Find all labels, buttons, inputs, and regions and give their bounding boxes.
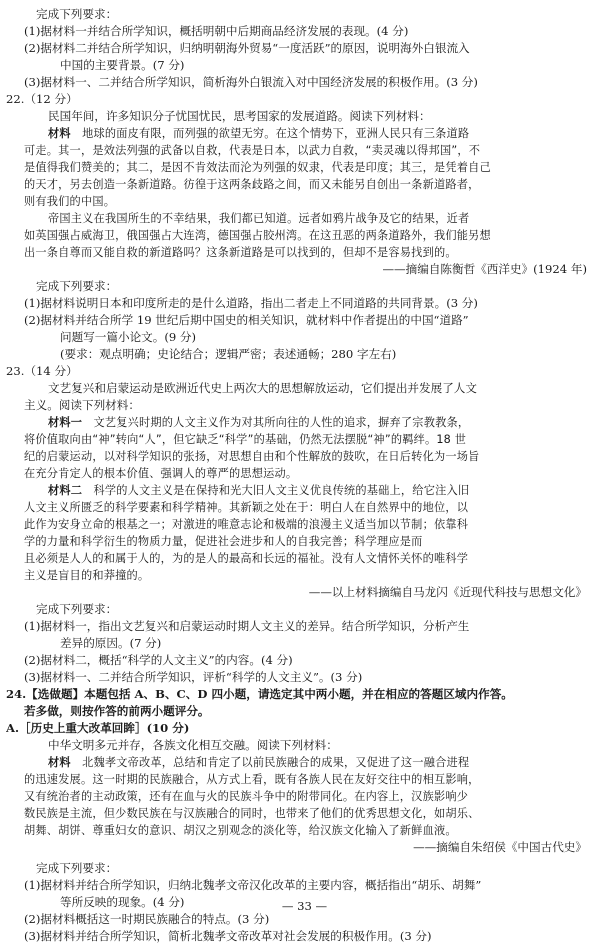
material-line: 人文主义所匮乏的科学要素和科学精神。其新颖之处在于：明白人在自然界中的地位，以: [24, 501, 469, 514]
question-intro: 文艺复兴和启蒙运动是欧洲近代史上两次大的思想解放运动，它们提出并发展了人文: [48, 381, 477, 395]
requirement-2: (2)据材料并结合所学 19 世纪后期中国史的相关知识，就材料中作者提出的中国“道路”: [24, 313, 469, 327]
material-line: 将价值取向由“神”转向“人”，但它缺乏“科学”的基础，仍然无法摆脱“神”的羁绊。18 世: [24, 433, 467, 446]
material-source: ——摘编自陈衡哲《西洋史》(1924 年): [382, 262, 587, 276]
question-22: [6, 91, 595, 363]
material-label: 材料: [48, 127, 71, 140]
material-label: 材料一: [48, 416, 83, 429]
material-line: 则有我们的中国。: [24, 195, 116, 208]
question-23: [6, 363, 595, 686]
material-line: 的天才，另去创造一条新道路。彷徨于这两条歧路之间，而又未能另自创出一条新道路者，: [24, 178, 480, 191]
requirement-2: (2)据材料概括这一时期民族融合的特点。(3 分): [24, 912, 270, 926]
material-line: 是值得我们赞美的；其二，是因不肯效法而沦为列强的奴隶，代表是印度；其三，是凭着自己: [24, 161, 491, 174]
question-intro: 民国年间，许多知识分子忧国忧民，思考国家的发展道路。阅读下列材料：: [48, 109, 431, 123]
material-paragraph: [24, 125, 595, 142]
material-line: 出一条自尊而又能自救的新道路吗？这条新道路是可以找到的，但却不是容易找到的。: [24, 246, 457, 259]
material-text: 文艺复兴时期的人文主义作为对其所向往的人性的追求，摒弃了宗教教条，: [93, 416, 470, 429]
requirement-2-cont: 问题写一篇小论文。(9 分): [60, 330, 197, 344]
q21-requirements: [24, 6, 595, 91]
material-text: 地球的面皮有限，而列强的欲望无穷。在这个情势下，亚洲人民只有三条道路: [82, 127, 470, 140]
requirement-2: (2)据材料二，概括“科学的人文主义”的内容。(4 分): [24, 653, 293, 667]
material-line: 数民族是主流，但少数民族在与汉族融合的同时，也带来了他们的优秀思想文化，如胡乐、: [24, 807, 480, 820]
requirement-2-cont: 中国的主要背景。(7 分): [60, 58, 185, 72]
question-header-cont: 若多做，则按作答的前两小题评分。: [24, 704, 210, 718]
requirement-3: (3)据材料并结合所学知识，简析北魏孝文帝改革对社会发展的积极作用。(3 分): [24, 929, 432, 943]
material-line: 在充分肯定人的根本价值、强调人的尊严的思想运动。: [24, 467, 298, 480]
material-text: 北魏孝文帝改革，总结和肯定了以前民族融合的成果，又促进了这一融合进程: [82, 756, 470, 769]
requirement-2-note: (要求：观点明确；史论结合；逻辑严密；表述通畅；280 字左右): [60, 347, 397, 361]
requirement-1-cont: 差异的原因。(7 分): [60, 636, 162, 650]
material-line: 此作为安身立命的根基之一；对激进的唯意志论和极端的浪漫主义适当加以节制；依靠科: [24, 518, 469, 531]
material-line: 且必须是人人的和属于人的，为的是人的最高和长远的福祉。没有人文情怀关怀的唯科学: [24, 552, 469, 565]
page-number: — 33 —: [281, 899, 328, 913]
material-line: 主义是盲目的和莽撞的。: [24, 569, 150, 582]
material-paragraph: [24, 754, 595, 771]
material-label: 材料: [48, 756, 71, 769]
material-label: 材料二: [48, 484, 83, 497]
requirement-2: (2)据材料二并结合所学知识，归纳明朝海外贸易“一度活跃”的原因，说明海外白银流入: [24, 41, 470, 55]
requirements-title: 完成下列要求：: [36, 7, 118, 21]
requirement-3: (3)据材料一、二并结合所学知识，评析“科学的人文主义”。(3 分): [24, 670, 363, 684]
question-intro: 中华文明多元并存，各族文化相互交融。阅读下列材料：: [48, 738, 338, 752]
option-a-title: A.［历史上重大改革回眸］(10 分): [6, 721, 190, 735]
requirement-1: (1)据材料一并结合所学知识，概括明朝中后期商品经济发展的表现。(4 分): [24, 24, 409, 38]
material-line: 学的力量和科学衍生的物质力量，促进社会进步和人的自我完善；科学理应是而: [24, 535, 423, 548]
requirement-3: (3)据材料一、二并结合所学知识，简析海外白银流入对中国经济发展的积极作用。(3 分): [24, 75, 478, 89]
requirements-title: 完成下列要求：: [36, 602, 118, 616]
question-intro-cont: 主义。阅读下列材料：: [24, 398, 140, 412]
requirements-title: 完成下列要求：: [36, 279, 118, 293]
requirement-1: (1)据材料并结合所学知识，归纳北魏孝文帝汉化改革的主要内容，概括指出“胡乐、胡舞”: [24, 878, 482, 892]
material-line: 可走。其一，是效法列强的武备以自救，代表是日本，以武力自救，“卖灵魂以得邦国”，不: [24, 144, 481, 157]
material-source: ——以上材料摘编自马龙闪《近现代科技与思想文化》: [308, 585, 587, 599]
requirement-1: (1)据材料说明日本和印度所走的是什么道路，指出二者走上不同道路的共同背景。(3 分): [24, 296, 478, 310]
material-1: [24, 414, 595, 431]
material-text: 科学的人文主义是在保持和光大旧人文主义优良传统的基础上，给它注入旧: [93, 484, 470, 497]
material-line: 又有统治者的主动政策，还有在血与火的民族斗争中的附带同化。在内容上，汉族影响少: [24, 790, 469, 803]
material-line: 的迅速发展。这一时期的民族融合，从方式上看，既有各族人民在友好交往中的相互影响，: [24, 773, 480, 786]
material-2: [24, 482, 595, 499]
question-header: 23.（14 分）: [6, 364, 78, 378]
requirement-1-cont: 等所反映的现象。(4 分): [60, 895, 185, 909]
material-source: ——摘编自朱绍侯《中国古代史》: [413, 840, 587, 854]
question-header: 24.【选做题】本题包括 A、B、C、D 四小题，请选定其中两小题，并在相应的答题区域内作答。: [6, 687, 513, 701]
material-line: 纪的启蒙运动，以对科学知识的张扬，对思想自由和个性解放的鼓吹，在日后转化为一场旨: [24, 450, 480, 463]
material-line: 帝国主义在我国所生的不幸结果，我们都已知道。远者如鸦片战争及它的结果，近者: [48, 212, 470, 225]
question-header: 22.（12 分）: [6, 92, 78, 106]
material-line: 如英国强占威海卫，俄国强占大连湾，德国强占胶州湾。在这丑恶的两条道路外，我们能另想: [24, 229, 491, 242]
requirements-title: 完成下列要求：: [36, 861, 118, 875]
material-line: 胡舞、胡饼、尊重妇女的意识、胡汉之别观念的淡化等，给汉族文化输入了新鲜血液。: [24, 824, 457, 837]
requirement-1: (1)据材料一，指出文艺复兴和启蒙运动时期人文主义的差异。结合所学知识，分析产生: [24, 619, 470, 633]
